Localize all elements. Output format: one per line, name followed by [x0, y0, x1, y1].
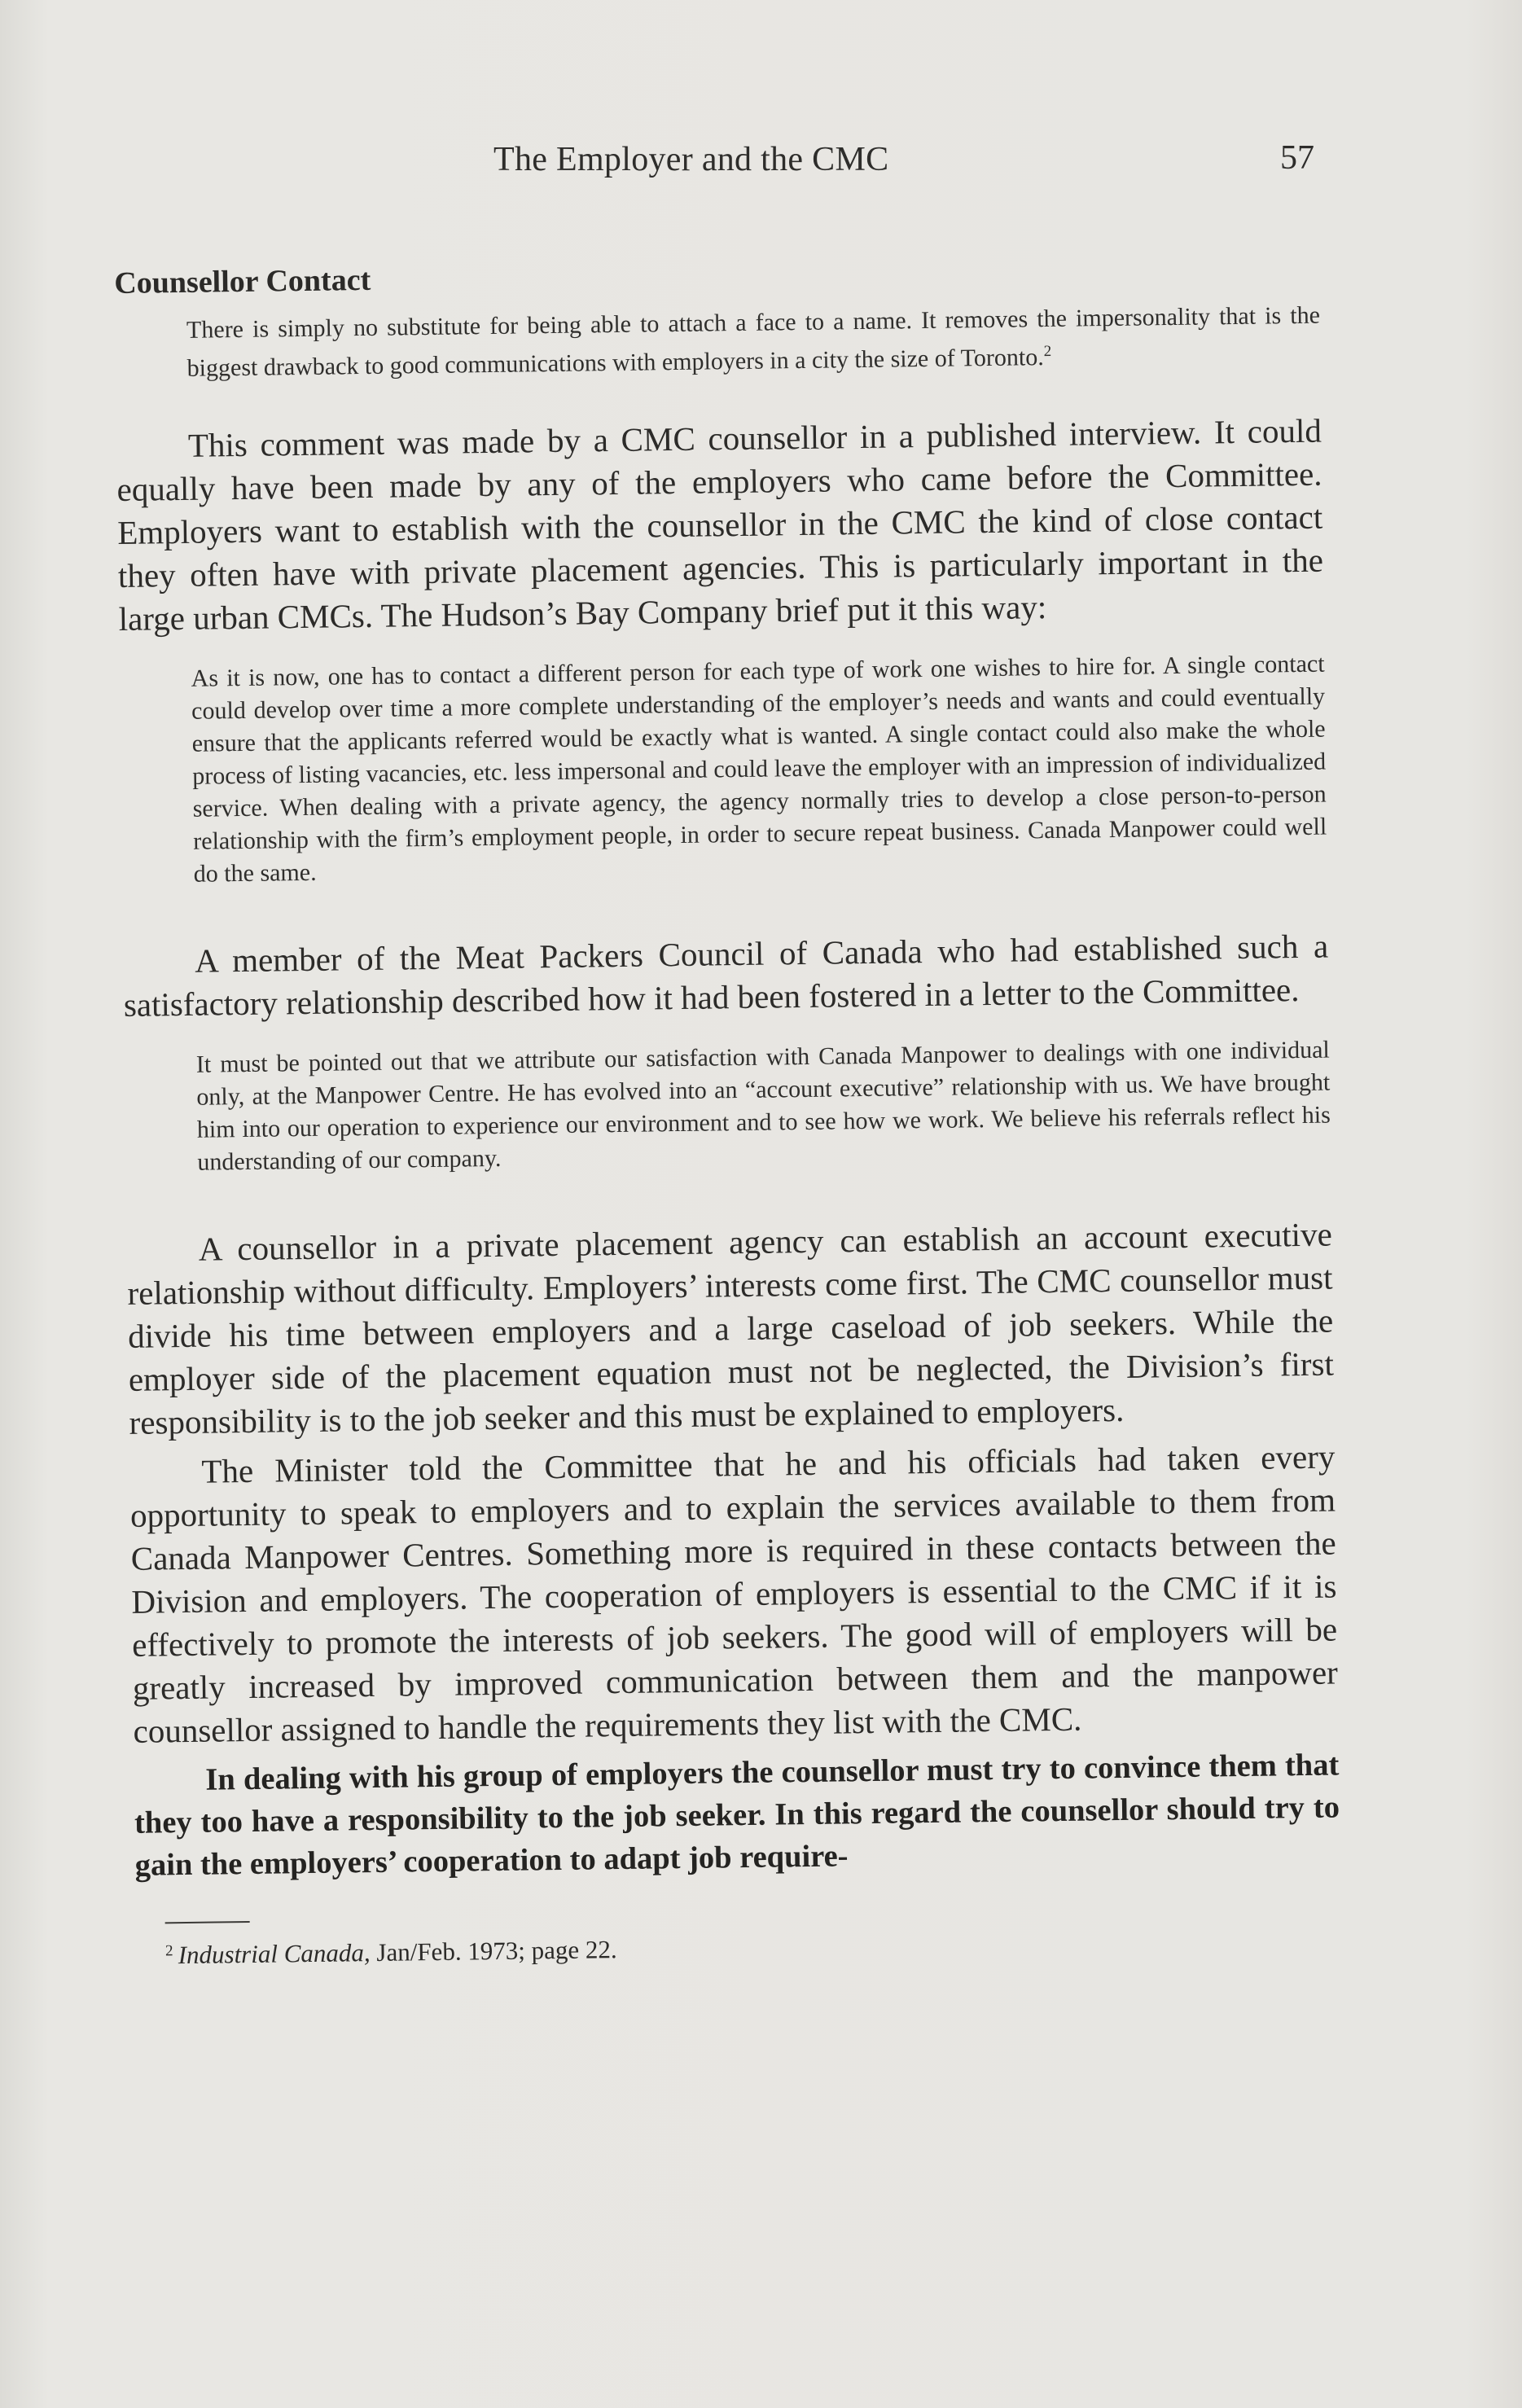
footnote	[165, 1919, 1341, 1972]
paragraph-meat-packers: A member of the Meat Packers Council of Canada who had established such a satisfactory relationship described how it had been fostered in a letter to the Committee.	[123, 927, 1329, 1024]
footnote-detail: Jan/Feb. 1973; page 22.	[376, 1935, 617, 1967]
recommendation-paragraph: In dealing with his group of employers the counsellor must try to convince them that they too have a responsibility to the job seeker. In this regard the counsellor should try to gain the employers’ cooperation to adapt job require-	[134, 1748, 1340, 1883]
block-quote-text: There is simply no substitute for being able to attach a face to a name. It removes the impersonality that is the biggest drawback to good communications with employers in a city the size of Toronto.	[186, 301, 1321, 382]
footnote-reference: 2	[1043, 342, 1052, 361]
page-number: 57	[1280, 139, 1314, 177]
paragraph-cmc-counsellor-comment: This comment was made by a CMC counsellor in a published interview. It could equally have been made by any of the employers who came before the Committee. Employers want to establish with the counsellor in the CMC the kind of close contact they often have with private placement agencies. This is particularly important in the large urban CMCs. The Hudson’s Bay Company brief put it this way:	[116, 411, 1324, 638]
footnote-number: 2	[164, 1942, 173, 1960]
footnote-divider	[165, 1921, 250, 1923]
block-quote-hudsons-bay: As it is now, one has to contact a different person for each type of work one wishes to hire for. A single contact could develop over time a more complete understanding of the employer’s needs and wants and could eventually ensure that the applicants referred would be exactly what is wanted. A single contact could also make the whole process of listing vacancies, etc. less impersonal and could leave the employer with an impression of individualized service. When dealing with a private agency, the agency normally tries to develop a close person-to-person relationship with the firm’s employment people, in order to secure repeat business. Canada Manpower could well do the same.	[191, 650, 1327, 888]
page-content	[114, 249, 1341, 1972]
running-title: The Employer and the CMC	[493, 141, 889, 178]
block-quote-meat-packers: It must be pointed out that we attribute our satisfaction with Canada Manpower to dealings with one individual only, at the Manpower Centre. He has evolved into an “account executive” relationship with us. We have brought him into our operation to experience our environment and to see how we work. We believe his referrals reflect his understanding of our company.	[195, 1036, 1331, 1176]
footnote-source: Industrial Canada,	[178, 1938, 371, 1970]
paragraph-minister: The Minister told the Committee that he and his officials had taken every opportunity to speak to employers and to explain the services available to them from Canada Manpower Centres. Something more is required in these contacts between the Division and employers. The cooperation of employers is essential to the CMC if it is effectively to promote the interests of job seekers. The good will of employers will be greatly increased by improved communication between them and the manpower counsellor assigned to handle the requirements they list with the CMC.	[129, 1437, 1339, 1750]
paragraph-account-executive: A counsellor in a private placement agency can establish an account executive relationship without difficulty. Employers’ interests come first. The CMC counsellor must divide his time between employers and a large caseload of job seekers. While the employer side of the placement equation must not be neglected, the Division’s first responsibility is to the job seeker and this must be explained to employers.	[127, 1215, 1335, 1441]
section-heading: Counsellor Contact	[114, 262, 371, 300]
